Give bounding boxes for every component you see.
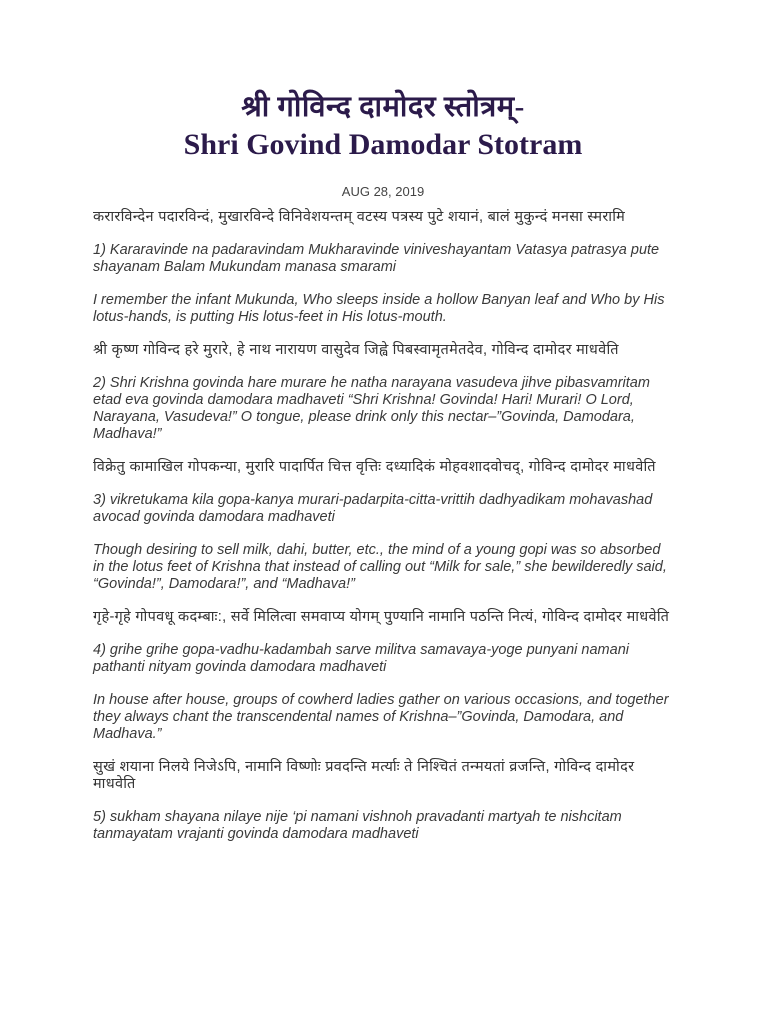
verse-4-translation: In house after house, groups of cowherd ladies gather on various occasions, and together they always chant the transcendental names of Krishna–”Govinda, Damodara, and Madhava.” bbox=[93, 692, 669, 742]
article-title bbox=[93, 86, 673, 162]
verse-1-transliteration: 1) Kararavinde na padaravindam Mukharavinde viniveshayantam Vatasya patrasya pute shayanam Balam Mukundam manasa smarami bbox=[93, 242, 660, 275]
verse-4-sanskrit: गृहे-गृहे गोपवधू कदम्बाः:, सर्वे मिलित्वा समवाप्य योगम् पुण्यानि नामानि पठन्ति नित्यं, गोविन्द दामोदर माधवेति bbox=[93, 609, 670, 625]
verse-5-sanskrit: सुखं शयाना निलये निजेऽपि, नामानि विष्णोः प्रवदन्ति मर्त्याः ते निश्चितं तन्मयतां व्रजन्ति, गोविन्द दामोदर माधवेति bbox=[93, 759, 635, 792]
verse-1-translation: I remember the infant Mukunda, Who sleeps inside a hollow Banyan leaf and Who by His lotus-hands, is putting His lotus-feet in His lotus-mouth. bbox=[93, 292, 665, 325]
verse-3-sanskrit: विक्रेतु कामाखिल गोपकन्या, मुरारि पादार्पित चित्त वृत्तिः दध्यादिकं मोहवशादवोचद्, गोविन्द दामोदर माधवेति bbox=[93, 459, 656, 475]
publish-date: AUG 28, 2019 bbox=[341, 184, 425, 199]
verse-3-transliteration: 3) vikretukama kila gopa-kanya murari-padarpita-citta-vrittih dadhyadikam mohavashad avocad govinda damodara madhaveti bbox=[93, 492, 653, 525]
article bbox=[93, 86, 673, 859]
title-english: Shri Govind Damodar Stotram bbox=[183, 128, 583, 161]
verse-1-sanskrit: करारविन्देन पदारविन्दं, मुखारविन्दे विनिवेशयन्तम् वटस्य पत्रस्य पुटे शयानं, बालं मुकुन्दं मनसा स्मरामि bbox=[93, 209, 626, 225]
verse-3-translation: Though desiring to sell milk, dahi, butter, etc., the mind of a young gopi was so absorbed in the lotus feet of Krishna that instead of calling out “Milk for sale,” she bewilderedly said, “Govinda!”, Damodara!”, and “Madhava!” bbox=[93, 542, 667, 592]
verse-4-transliteration: 4) grihe grihe gopa-vadhu-kadambah sarve militva samavaya-yoge punyani namani pathanti nityam govinda damodara madhaveti bbox=[93, 642, 629, 675]
verse-2-transliteration: 2) Shri Krishna govinda hare murare he natha narayana vasudeva jihve pibasvamritam etad eva govinda damodara madhaveti “Shri Krishna! Govinda! Hari! Murari! O Lord, Narayana, Vasudeva!” O tongue, please drink only this nectar–”Govinda, Damodara, Madhava!” bbox=[93, 375, 650, 442]
verse-2-sanskrit: श्री कृष्ण गोविन्द हरे मुरारे, हे नाथ नारायण वासुदेव जिह्वे पिबस्वामृतमेतदेव, गोविन्द दामोदर माधवेति bbox=[93, 342, 619, 358]
title-hindi: श्री गोविन्द दामोदर स्तोत्रम्- bbox=[241, 91, 525, 123]
verse-5-transliteration: 5) sukham shayana nilaye nije ‘pi namani vishnoh pravadanti martyah te nishcitam tanmayatam vrajanti govinda damodara madhaveti bbox=[93, 809, 622, 842]
article-body bbox=[93, 209, 673, 843]
